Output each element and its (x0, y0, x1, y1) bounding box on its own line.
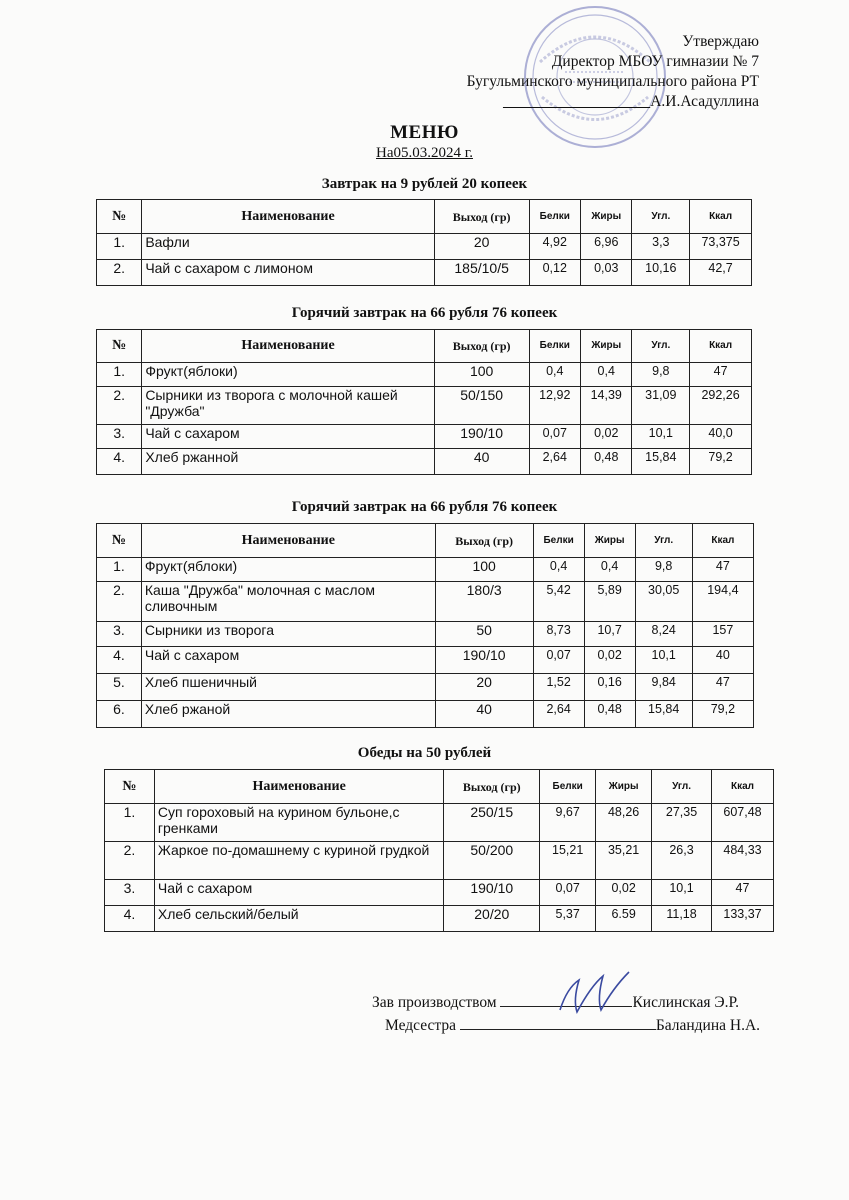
row-kcal: 292,26 (690, 387, 752, 425)
row-output: 190/10 (435, 647, 533, 674)
row-kcal: 42,7 (690, 260, 752, 286)
table-header-row (97, 200, 752, 234)
row-no: 2. (97, 582, 142, 622)
row-kcal: 73,375 (690, 234, 752, 260)
row-carbs: 9,84 (635, 674, 692, 701)
row-protein: 0,12 (529, 260, 580, 286)
col-name: Наименование (142, 330, 434, 363)
row-fat: 0,02 (581, 425, 632, 449)
row-fat: 0,4 (584, 558, 635, 582)
table-row (97, 234, 752, 260)
row-name: Суп гороховый на курином бульоне,с гренками (154, 804, 443, 842)
col-carbs: Угл. (632, 200, 690, 234)
row-fat: 0,03 (581, 260, 632, 286)
row-output: 190/10 (434, 425, 529, 449)
approval-line-1: Утверждаю (682, 33, 759, 50)
col-output: Выход (гр) (435, 524, 533, 558)
row-output: 20 (434, 234, 529, 260)
row-name: Жаркое по-домашнему с куриной грудкой (154, 842, 443, 880)
col-output: Выход (гр) (444, 770, 540, 804)
section-heading-hot-breakfast-2: Горячий завтрак на 66 рубля 76 копеек (291, 499, 558, 515)
row-carbs: 11,18 (652, 906, 712, 932)
row-fat: 0,16 (584, 674, 635, 701)
table-header-row (97, 524, 754, 558)
row-no: 2. (105, 842, 155, 880)
row-name: Чай с сахаром (141, 647, 435, 674)
row-carbs: 9,8 (635, 558, 692, 582)
col-kcal: Ккал (690, 330, 752, 363)
col-name: Наименование (154, 770, 443, 804)
row-output: 20 (435, 674, 533, 701)
row-carbs: 3,3 (632, 234, 690, 260)
row-output: 20/20 (444, 906, 540, 932)
row-carbs: 26,3 (652, 842, 712, 880)
row-kcal: 47 (692, 558, 753, 582)
row-kcal: 47 (692, 674, 753, 701)
table-row (97, 387, 752, 425)
row-protein: 2,64 (533, 701, 584, 728)
row-carbs: 10,1 (635, 647, 692, 674)
row-no: 3. (97, 622, 142, 647)
menu-table-hot-breakfast-2 (96, 523, 754, 728)
col-fat: Жиры (581, 200, 632, 234)
row-fat: 0,4 (581, 363, 632, 387)
col-fat: Жиры (584, 524, 635, 558)
row-output: 185/10/5 (434, 260, 529, 286)
col-kcal: Ккал (692, 524, 753, 558)
row-fat: 5,89 (584, 582, 635, 622)
col-protein: Белки (533, 524, 584, 558)
signature-name-production: Кислинская Э.Р. (632, 994, 740, 1011)
row-carbs: 30,05 (635, 582, 692, 622)
row-output: 50/150 (434, 387, 529, 425)
row-no: 4. (97, 647, 142, 674)
approval-line-2: Директор МБОУ гимназии № 7 (551, 53, 759, 70)
col-protein: Белки (529, 330, 580, 363)
table-row (105, 906, 774, 932)
row-kcal: 133,37 (712, 906, 774, 932)
col-name: Наименование (142, 200, 434, 234)
row-output: 250/15 (444, 804, 540, 842)
col-no: № (105, 770, 155, 804)
row-name: Каша "Дружба" молочная с маслом сливочным (141, 582, 435, 622)
row-protein: 0,4 (529, 363, 580, 387)
row-name: Хлеб сельский/белый (154, 906, 443, 932)
row-output: 50 (435, 622, 533, 647)
row-name: Чай с сахаром (154, 880, 443, 906)
signature-role-production: Зав производством (372, 994, 497, 1011)
row-output: 100 (434, 363, 529, 387)
row-fat: 10,7 (584, 622, 635, 647)
row-kcal: 79,2 (690, 449, 752, 475)
table-row (97, 558, 754, 582)
section-heading-lunch: Обеды на 50 рублей (357, 745, 492, 761)
row-no: 2. (97, 387, 142, 425)
signature-role-nurse: Медсестра (385, 1017, 456, 1034)
table-header-row (97, 330, 752, 363)
col-fat: Жиры (581, 330, 632, 363)
row-fat: 6.59 (596, 906, 652, 932)
approval-block (467, 32, 759, 112)
handwritten-signature (555, 968, 635, 1018)
row-protein: 0,07 (529, 425, 580, 449)
row-protein: 5,42 (533, 582, 584, 622)
menu-table-lunch (104, 769, 774, 932)
row-fat: 35,21 (596, 842, 652, 880)
row-name: Сырники из творога с молочной кашей "Дружба" (142, 387, 434, 425)
row-no: 6. (97, 701, 142, 728)
row-protein: 12,92 (529, 387, 580, 425)
row-protein: 5,37 (540, 906, 596, 932)
row-name: Фрукт(яблоки) (141, 558, 435, 582)
table-row (105, 880, 774, 906)
row-no: 4. (105, 906, 155, 932)
table-row (97, 363, 752, 387)
table-row (105, 842, 774, 880)
col-kcal: Ккал (712, 770, 774, 804)
row-kcal: 484,33 (712, 842, 774, 880)
table-header-row (105, 770, 774, 804)
row-protein: 2,64 (529, 449, 580, 475)
row-protein: 0,07 (540, 880, 596, 906)
table-row (105, 804, 774, 842)
row-fat: 0,02 (596, 880, 652, 906)
approval-line-4: А.И.Асадуллина (650, 93, 759, 110)
section-heading-breakfast: Завтрак на 9 рублей 20 копеек (321, 176, 528, 192)
row-name: Сырники из творога (141, 622, 435, 647)
row-name: Фрукт(яблоки) (142, 363, 434, 387)
row-kcal: 40 (692, 647, 753, 674)
row-output: 180/3 (435, 582, 533, 622)
row-output: 40 (434, 449, 529, 475)
row-protein: 15,21 (540, 842, 596, 880)
row-carbs: 8,24 (635, 622, 692, 647)
row-no: 3. (105, 880, 155, 906)
col-carbs: Угл. (635, 524, 692, 558)
row-name: Хлеб ржаной (141, 701, 435, 728)
row-name: Чай с сахаром с лимоном (142, 260, 434, 286)
signature-line-nurse (385, 1017, 760, 1035)
col-name: Наименование (141, 524, 435, 558)
row-kcal: 79,2 (692, 701, 753, 728)
table-row (97, 647, 754, 674)
row-kcal: 194,4 (692, 582, 753, 622)
row-no: 2. (97, 260, 142, 286)
row-no: 4. (97, 449, 142, 475)
row-kcal: 40,0 (690, 425, 752, 449)
row-output: 100 (435, 558, 533, 582)
row-carbs: 15,84 (635, 701, 692, 728)
row-carbs: 10,16 (632, 260, 690, 286)
col-carbs: Угл. (632, 330, 690, 363)
row-protein: 9,67 (540, 804, 596, 842)
row-kcal: 157 (692, 622, 753, 647)
row-carbs: 15,84 (632, 449, 690, 475)
menu-table-breakfast (96, 199, 752, 286)
col-no: № (97, 200, 142, 234)
row-carbs: 10,1 (632, 425, 690, 449)
row-no: 1. (97, 234, 142, 260)
row-name: Хлеб ржанной (142, 449, 434, 475)
page-title: МЕНЮ (390, 122, 459, 143)
menu-date: На05.03.2024 г. (376, 145, 473, 161)
row-name: Чай с сахаром (142, 425, 434, 449)
row-carbs: 9,8 (632, 363, 690, 387)
row-protein: 0,4 (533, 558, 584, 582)
signature-name-nurse: Баландина Н.А. (655, 1017, 761, 1034)
row-no: 1. (97, 363, 142, 387)
row-fat: 6,96 (581, 234, 632, 260)
row-kcal: 47 (712, 880, 774, 906)
row-name: Хлеб пшеничный (141, 674, 435, 701)
row-no: 5. (97, 674, 142, 701)
approval-line-3: Бугульминского муниципального района РТ (466, 73, 759, 90)
row-output: 190/10 (444, 880, 540, 906)
row-kcal: 47 (690, 363, 752, 387)
menu-table-hot-breakfast-1 (96, 329, 752, 475)
row-no: 1. (105, 804, 155, 842)
row-output: 40 (435, 701, 533, 728)
row-fat: 48,26 (596, 804, 652, 842)
row-fat: 0,48 (584, 701, 635, 728)
table-row (97, 260, 752, 286)
col-output: Выход (гр) (434, 200, 529, 234)
row-carbs: 31,09 (632, 387, 690, 425)
col-kcal: Ккал (690, 200, 752, 234)
row-carbs: 27,35 (652, 804, 712, 842)
row-no: 3. (97, 425, 142, 449)
col-output: Выход (гр) (434, 330, 529, 363)
col-protein: Белки (540, 770, 596, 804)
table-row (97, 622, 754, 647)
row-name: Вафли (142, 234, 434, 260)
section-heading-hot-breakfast-1: Горячий завтрак на 66 рубля 76 копеек (291, 305, 558, 321)
table-row (97, 582, 754, 622)
row-fat: 0,48 (581, 449, 632, 475)
row-kcal: 607,48 (712, 804, 774, 842)
col-no: № (97, 524, 142, 558)
table-row (97, 425, 752, 449)
row-protein: 0,07 (533, 647, 584, 674)
row-protein: 4,92 (529, 234, 580, 260)
col-no: № (97, 330, 142, 363)
row-fat: 0,02 (584, 647, 635, 674)
table-row (97, 674, 754, 701)
col-fat: Жиры (596, 770, 652, 804)
row-fat: 14,39 (581, 387, 632, 425)
row-protein: 1,52 (533, 674, 584, 701)
row-no: 1. (97, 558, 142, 582)
row-protein: 8,73 (533, 622, 584, 647)
table-row (97, 701, 754, 728)
col-protein: Белки (529, 200, 580, 234)
row-output: 50/200 (444, 842, 540, 880)
table-row (97, 449, 752, 475)
row-carbs: 10,1 (652, 880, 712, 906)
col-carbs: Угл. (652, 770, 712, 804)
